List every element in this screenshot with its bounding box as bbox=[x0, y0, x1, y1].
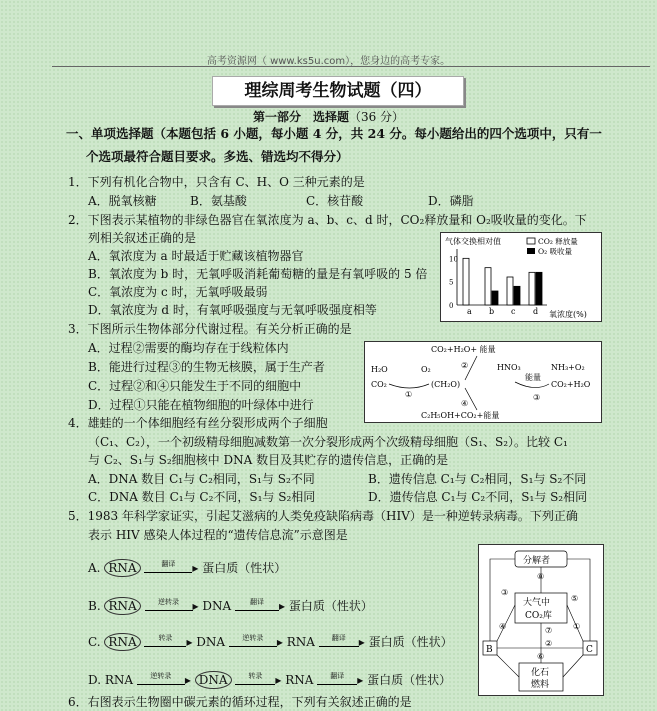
q3-arrow-3 bbox=[515, 382, 549, 388]
legend-co2-swatch bbox=[527, 238, 535, 244]
q3-arrow-1 bbox=[389, 384, 429, 388]
legend-o2-label: O₂ 吸收量 bbox=[538, 247, 573, 256]
q2-stem-2: 列相关叙述正确的是 bbox=[88, 231, 197, 245]
q5-c-rna2: RNA bbox=[286, 635, 315, 649]
q5-option-a: A. RNA 翻译 ▸ 蛋白质（性状） bbox=[88, 556, 286, 577]
q3-num-3: ③ bbox=[533, 393, 541, 402]
q3-num-2: ② bbox=[461, 361, 469, 370]
q4-option-a: A．DNA 数目 C₁与 C₂相同，S₁与 S₂不同 bbox=[88, 472, 315, 486]
q5-d-dna: DNA bbox=[195, 671, 232, 689]
bar-co2-d bbox=[529, 272, 535, 305]
legend-co2-label: CO₂ 释放量 bbox=[538, 237, 578, 246]
q5-stem-2: 表示 HIV 感染人体过程的“遗传信息流”示意图是 bbox=[88, 528, 348, 542]
q5-b-arrow1: 逆转录 bbox=[145, 594, 193, 611]
q4-stem-2: （C₁、C₂），一个初级精母细胞减数第一次分裂形成两个次级精母细胞（S₁、S₂）。比较 C₁ bbox=[88, 435, 568, 449]
q1-option-b: B．氨基酸 bbox=[190, 194, 247, 208]
q5-b-rna: RNA bbox=[104, 597, 140, 615]
q2-option-c: C．氧浓度为 c 时，无氧呼吸最弱 bbox=[88, 285, 268, 299]
q3-diagram-svg bbox=[365, 342, 601, 422]
q6-fossil-1: 化石 bbox=[531, 668, 550, 678]
bar-o2-c bbox=[514, 286, 520, 305]
q5-d-arrow3: 翻译 bbox=[317, 668, 357, 685]
q5-option-d: D. RNA 逆转录 ▸ DNA 转录 ▸ RNA 翻译 ▸ 蛋白质（性状） bbox=[88, 668, 451, 689]
q4-option-d: D．遗传信息 C₁与 C₂不同，S₁与 S₂相同 bbox=[368, 490, 588, 504]
q2-chart-svg bbox=[441, 233, 601, 321]
q3-co2: CO₂ bbox=[371, 380, 387, 389]
q3-energy: 能量 bbox=[525, 373, 541, 382]
q6-atmosphere-1: 大气中 bbox=[523, 598, 551, 608]
q6-decomposer: 分解者 bbox=[523, 556, 551, 566]
q3-option-c: C．过程②和④只能发生于不同的细胞中 bbox=[88, 379, 302, 393]
q1-option-a: A．脱氧核糖 bbox=[88, 194, 157, 208]
q5-b-dna: DNA bbox=[202, 599, 232, 613]
q2-xtick-a: a bbox=[467, 307, 472, 316]
q5-d-arrow1: 逆转录 bbox=[137, 668, 185, 685]
q6-num-3: ③ bbox=[501, 588, 509, 597]
q5-d-protein: 蛋白质（性状） bbox=[367, 673, 452, 687]
q2-option-a: A．氧浓度为 a 时最适于贮藏该植物器官 bbox=[88, 249, 304, 263]
q2-chart-legend bbox=[527, 236, 578, 256]
q6-fossil-2: 燃料 bbox=[531, 680, 550, 690]
q5-option-c: C. RNA 转录 ▸ DNA 逆转录 ▸ RNA 翻译 ▸ 蛋白质（性状） bbox=[88, 630, 453, 651]
q5-c-rna: RNA bbox=[104, 633, 140, 651]
q6-num-8: ⑧ bbox=[537, 572, 545, 581]
page-title: 理综周考生物试题（四） bbox=[212, 76, 464, 106]
q2-stem-1: 2．下图表示某植物的非绿色器官在氧浓度为 a、b、c、d 时，CO₂释放量和 O₂吸收量的变化。下 bbox=[68, 213, 587, 227]
q2-ytick-10: 10 bbox=[449, 255, 458, 264]
q6-num-4: ④ bbox=[499, 622, 507, 631]
q6-b: B bbox=[486, 645, 493, 655]
q3-h2o: H₂O bbox=[371, 365, 388, 374]
header-divider bbox=[52, 66, 650, 67]
q5-c-arrow3: 翻译 bbox=[319, 630, 359, 647]
q2-xtick-c: c bbox=[511, 307, 516, 316]
q6-diagram bbox=[478, 544, 604, 696]
q4-stem-3: 与 C₂、S₁与 S₂细胞核中 DNA 数目及其贮存的遗传信息，正确的是 bbox=[88, 453, 449, 467]
bar-o2-d bbox=[536, 272, 542, 305]
q5-a-arrow: 翻译 bbox=[144, 556, 192, 573]
q3-num-4: ④ bbox=[461, 399, 469, 408]
q5-b-arrow2: 翻译 bbox=[235, 594, 279, 611]
q3-diagram bbox=[364, 341, 602, 423]
q5-c-letter: C. bbox=[88, 635, 101, 649]
q5-d-rna: RNA bbox=[104, 673, 134, 687]
part-heading bbox=[0, 108, 657, 125]
q2-ytick-0: 0 bbox=[449, 302, 454, 310]
q5-d-arrow2: 转录 bbox=[235, 668, 275, 685]
q4-option-c: C．DNA 数目 C₁与 C₂不同，S₁与 S₂相同 bbox=[88, 490, 316, 504]
q3-hno3: HNO₃ bbox=[497, 363, 521, 372]
q3-option-b: B．能进行过程③的生物无核膜，属于生产者 bbox=[88, 360, 325, 374]
q6-num-6: ⑥ bbox=[537, 652, 545, 661]
part-points: （36 分） bbox=[348, 110, 405, 124]
q3-option-a: A．过程②需要的酶均存在于线粒体内 bbox=[88, 341, 289, 355]
q5-c-protein: 蛋白质（性状） bbox=[368, 635, 453, 649]
q6-atmosphere-2: CO₂库 bbox=[525, 611, 552, 621]
q3-stem: 3．下图所示生物体部分代谢过程。有关分析正确的是 bbox=[68, 322, 352, 336]
part-label: 第一部分 选择题 bbox=[252, 110, 349, 124]
legend-o2-swatch bbox=[527, 248, 535, 254]
q2-xtick-b: b bbox=[489, 307, 495, 316]
bar-co2-c bbox=[507, 277, 513, 305]
q2-chart-xlabel: 氧浓度(%) bbox=[549, 310, 587, 319]
q2-option-d: D．氧浓度为 d 时，有氧呼吸强度与无氧呼吸强度相等 bbox=[88, 303, 377, 317]
q2-chart bbox=[440, 232, 602, 322]
q5-stem-1: 5．1983 年科学家证实，引起艾滋病的人类免疫缺陷病毒（HIV）是一种逆转录病毒。下列正确 bbox=[68, 509, 578, 523]
q5-a-rna: RNA bbox=[104, 559, 140, 577]
q6-num-7: ⑦ bbox=[545, 626, 553, 635]
q2-option-b: B．氧浓度为 b 时，无氧呼吸消耗葡萄糖的量是有氧呼吸的 5 倍 bbox=[88, 267, 428, 281]
q5-c-arrow2: 逆转录 bbox=[229, 630, 277, 647]
q1-option-c: C．核苷酸 bbox=[306, 194, 364, 208]
q5-c-dna: DNA bbox=[196, 635, 226, 649]
q1-option-d: D．磷脂 bbox=[428, 194, 474, 208]
q6-c: C bbox=[586, 645, 593, 655]
q3-right: CO₂+H₂O bbox=[551, 380, 591, 389]
bar-co2-b bbox=[485, 268, 491, 305]
bar-o2-b bbox=[492, 291, 498, 305]
q5-b-protein: 蛋白质（性状） bbox=[288, 599, 373, 613]
q4-stem-1: 4．雄蛙的一个体细胞经有丝分裂形成两个子细胞 bbox=[68, 416, 328, 430]
q2-chart-ylabel: 气体交换相对值 bbox=[445, 237, 501, 246]
q6-num-1: ① bbox=[573, 622, 581, 631]
q3-o2: O₂ bbox=[421, 365, 431, 374]
q6-num-2: ② bbox=[545, 639, 553, 648]
q5-a-letter: A. bbox=[88, 561, 101, 575]
q5-d-rna2: RNA bbox=[285, 673, 314, 687]
q6-diagram-svg bbox=[479, 545, 603, 695]
q3-num-1: ① bbox=[405, 390, 413, 399]
q2-ytick-5: 5 bbox=[449, 278, 454, 287]
section-instruction-2: 个选项最符合题目要求。多选、错选均不得分） bbox=[86, 149, 349, 164]
q6-stem: 6．右图表示生物圈中碳元素的循环过程，下列有关叙述正确的是 bbox=[68, 695, 412, 709]
q2-xtick-d: d bbox=[533, 307, 539, 316]
q3-nh3: NH₃+O₂ bbox=[551, 363, 585, 372]
q3-top-label: CO₂+H₂O+ 能量 bbox=[431, 345, 496, 354]
q5-b-letter: B. bbox=[88, 599, 101, 613]
bar-co2-a bbox=[463, 258, 469, 305]
q4-option-b: B．遗传信息 C₁与 C₂相同，S₁与 S₂不同 bbox=[368, 472, 587, 486]
q5-a-protein: 蛋白质（性状） bbox=[202, 561, 287, 575]
q1-stem: 1．下列有机化合物中，只含有 C、H、O 三种元素的是 bbox=[68, 175, 365, 189]
q6-num-5: ⑤ bbox=[571, 594, 579, 603]
q3-bottom-label: C₂H₅OH+CO₂+能量 bbox=[421, 411, 500, 420]
q5-option-b: B. RNA 逆转录 ▸ DNA 翻译 ▸ 蛋白质（性状） bbox=[88, 594, 373, 615]
q5-d-letter: D. bbox=[88, 673, 102, 687]
q3-option-d: D．过程①只能在植物细胞的叶绿体中进行 bbox=[88, 398, 314, 412]
q3-ch2o: (CH₂O) bbox=[431, 380, 461, 389]
section-instruction-1: 一、单项选择题（本题包括 6 小题，每小题 4 分，共 24 分。每小题给出的四个选项中，只有一 bbox=[66, 126, 602, 141]
header-note: 高考资源网（ www.ks5u.com），您身边的高考专家。 bbox=[206, 56, 451, 67]
q5-c-arrow1: 转录 bbox=[144, 630, 186, 647]
